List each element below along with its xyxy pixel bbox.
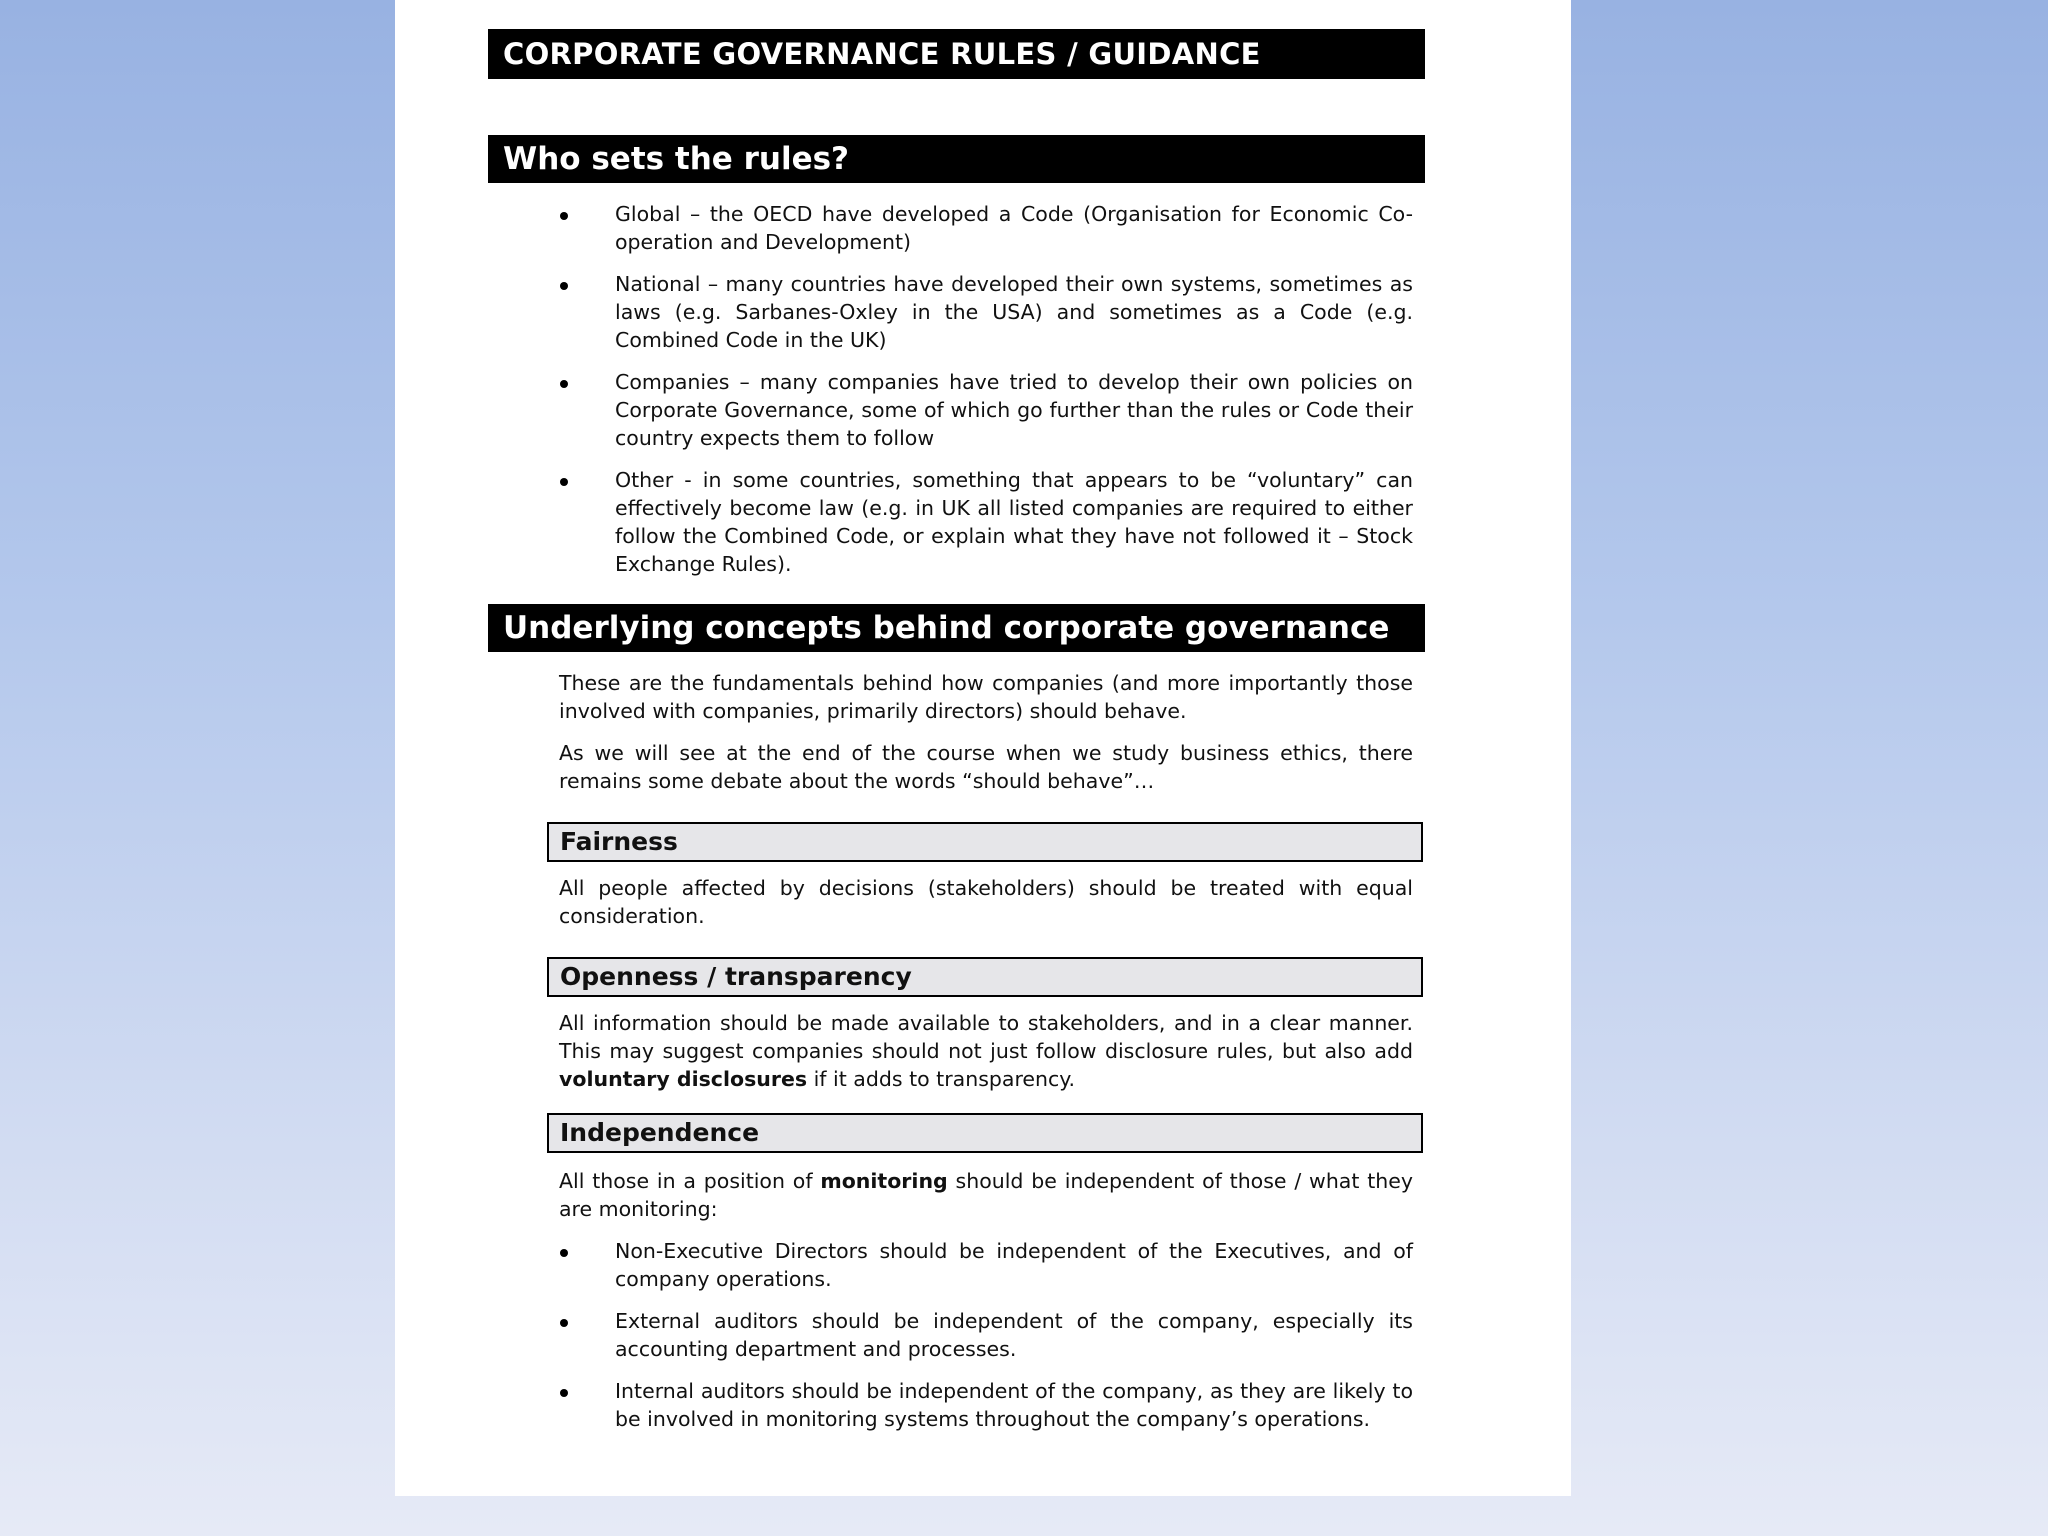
independence-intro-paragraph bbox=[559, 1167, 1413, 1223]
bullet-icon bbox=[560, 282, 568, 290]
list-item bbox=[615, 466, 1413, 578]
list-item-text: Global – the OECD have developed a Code (Organisation for Economic Co-operation and Development) bbox=[615, 202, 1413, 254]
underlying-intro-paragraph: These are the fundamentals behind how companies (and more importantly those involved with companies, primarily directors) should behave. bbox=[559, 671, 1413, 723]
list-item-text: External auditors should be independent of the company, especially its accounting department and processes. bbox=[615, 1309, 1413, 1361]
bullet-icon bbox=[560, 212, 568, 220]
document-content bbox=[488, 29, 1425, 1447]
openness-text-start: All information should be made available to stakeholders, and in a clear manner. This may suggest companies should not just follow disclosure rules, but also add bbox=[559, 1011, 1413, 1063]
subheading-openness: Openness / transparency bbox=[547, 957, 1423, 997]
list-item bbox=[615, 1307, 1413, 1363]
fairness-paragraph: All people affected by decisions (stakeholders) should be treated with equal consideration. bbox=[559, 876, 1413, 928]
bullet-icon bbox=[560, 478, 568, 486]
independence-bullet-list bbox=[488, 1237, 1425, 1433]
document-page bbox=[395, 0, 1571, 1496]
list-item bbox=[615, 368, 1413, 452]
list-item-text: Other - in some countries, something that appears to be “voluntary” can effectively become law (e.g. in UK all listed companies are required to either follow the Combined Code, or explain what they have not followed it – Stock Exchange Rules). bbox=[615, 468, 1413, 576]
list-item-text: Non-Executive Directors should be independent of the Executives, and of company operations. bbox=[615, 1239, 1413, 1291]
document-title: CORPORATE GOVERNANCE RULES / GUIDANCE bbox=[488, 29, 1425, 79]
independence-text-end: should be independent of those / what they are monitoring: bbox=[559, 1169, 1413, 1221]
subheading-independence: Independence bbox=[547, 1113, 1423, 1153]
bullet-icon bbox=[560, 380, 568, 388]
list-item bbox=[615, 1377, 1413, 1433]
independence-text-start: All those in a position of bbox=[559, 1169, 821, 1193]
section-heading-who-sets-rules: Who sets the rules? bbox=[488, 135, 1425, 183]
openness-text-end: if it adds to transparency. bbox=[807, 1067, 1076, 1091]
openness-paragraph bbox=[559, 1009, 1413, 1093]
list-item-text: Companies – many companies have tried to develop their own policies on Corporate Governance, some of which go further than the rules or Code their country expects them to follow bbox=[615, 370, 1413, 450]
list-item-text: Internal auditors should be independent of the company, as they are likely to be involved in monitoring systems throughout the company’s operations. bbox=[615, 1379, 1413, 1431]
list-item-text: National – many countries have developed their own systems, sometimes as laws (e.g. Sarbanes-Oxley in the USA) and sometimes as a Code (e.g. Combined Code in the UK) bbox=[615, 272, 1413, 352]
list-item bbox=[615, 270, 1413, 354]
bullet-icon bbox=[560, 1319, 568, 1327]
rules-bullet-list bbox=[488, 200, 1425, 578]
openness-text-bold: voluntary disclosures bbox=[559, 1067, 808, 1091]
list-item bbox=[615, 200, 1413, 256]
list-item bbox=[615, 1237, 1413, 1293]
underlying-debate-paragraph: As we will see at the end of the course when we study business ethics, there remains some debate about the words “should behave”… bbox=[559, 741, 1413, 793]
bullet-icon bbox=[560, 1249, 568, 1257]
subheading-fairness: Fairness bbox=[547, 822, 1423, 862]
bullet-icon bbox=[560, 1389, 568, 1397]
section-heading-underlying-concepts: Underlying concepts behind corporate governance bbox=[488, 604, 1425, 652]
independence-text-bold: monitoring bbox=[820, 1169, 948, 1193]
